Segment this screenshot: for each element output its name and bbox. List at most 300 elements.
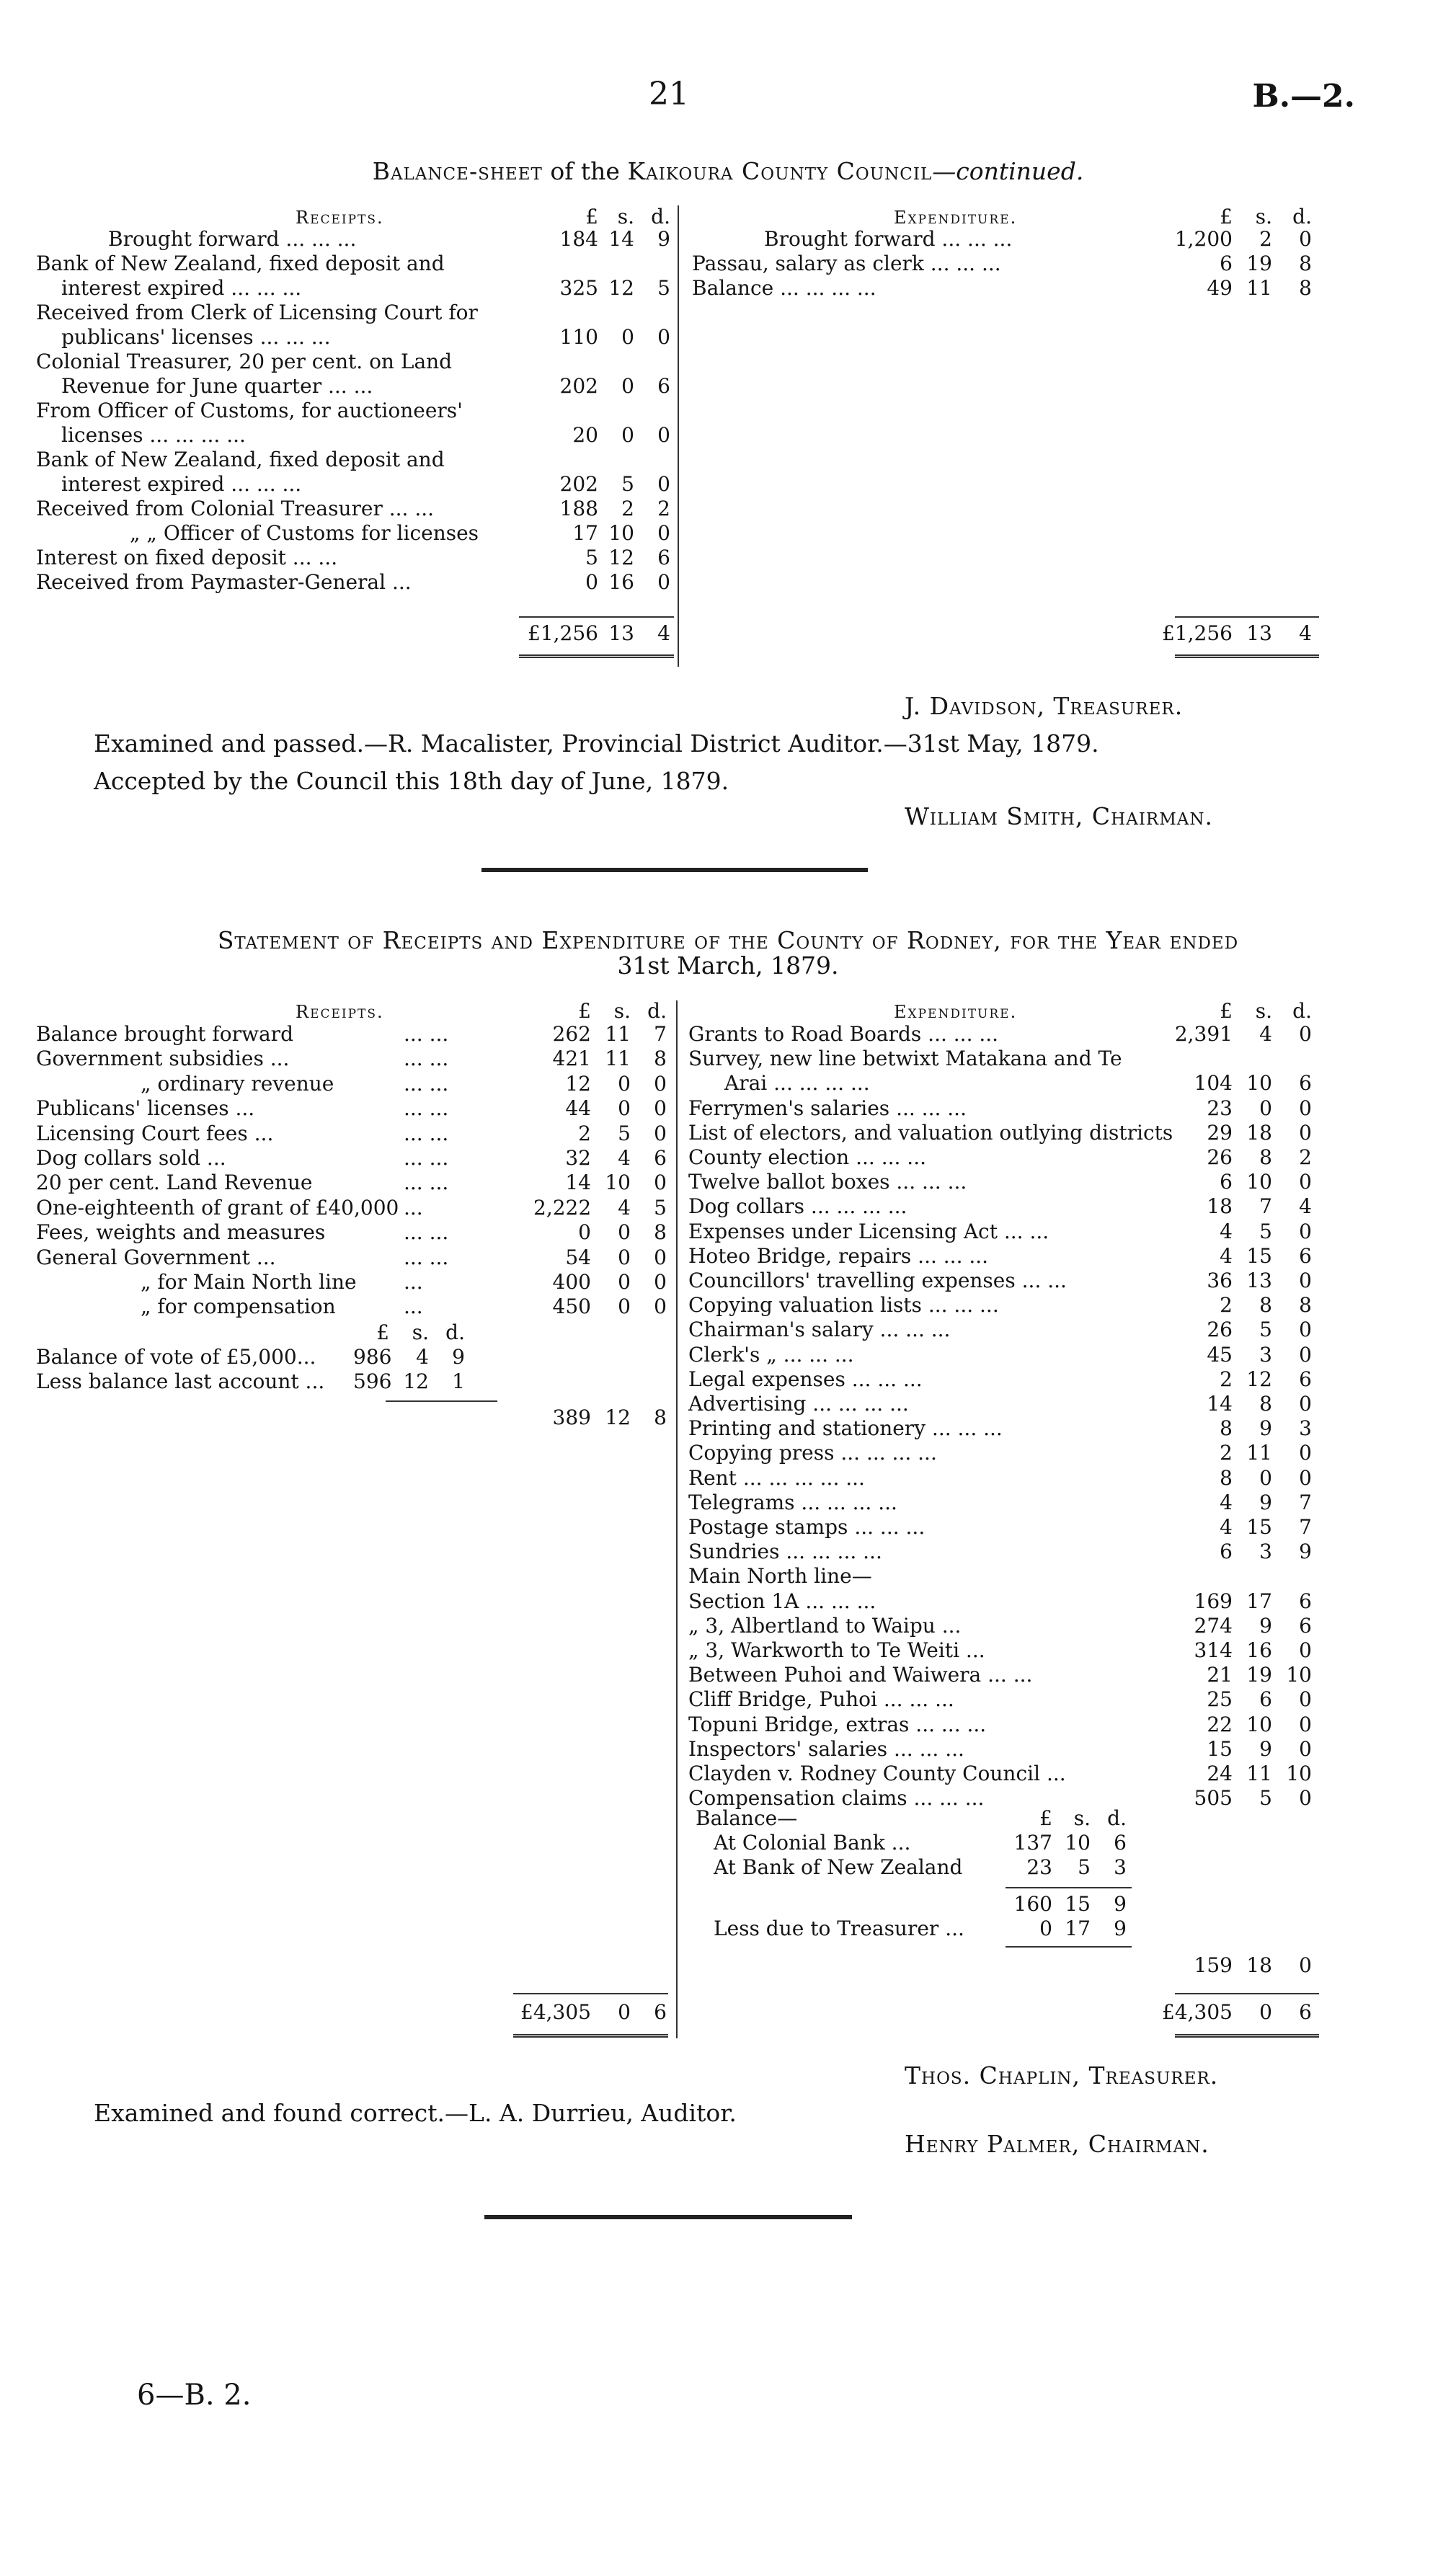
kaikoura-receipt-row-pence: 5	[657, 276, 670, 300]
rodney-vote-row-shillings: 12	[403, 1369, 429, 1393]
kaikoura-receipt-row-pounds: 202	[559, 472, 598, 496]
rodney-expenditure-row-pence: 2	[1299, 1145, 1312, 1169]
rodney-receipt-row-shillings: 4	[618, 1195, 631, 1220]
rodney-expenditure-row-shillings: 10	[1246, 1712, 1272, 1736]
rodney-expenditure-row-shillings: 10	[1246, 1071, 1272, 1096]
rodney-expenditure-row-pence: 0	[1299, 1342, 1312, 1367]
rodney-balance-subtotal-pence: 9	[1114, 1892, 1127, 1916]
kaikoura-receipt-row-label: From Officer of Customs, for auctioneers'	[36, 399, 463, 422]
rodney-expenditure-row-shillings: 0	[1259, 1465, 1272, 1490]
rodney-expenditure-row-label: Sundries ... ... ... ...	[688, 1540, 882, 1564]
rodney-expenditure-row-label: Telegrams ... ... ... ...	[688, 1490, 897, 1514]
kaikoura-expenditure-row-pounds: 1,200	[1174, 227, 1233, 251]
rodney-balance-result-pounds: 159	[1194, 1953, 1233, 1977]
rodney-expenditure-total-rule	[1175, 1993, 1319, 1994]
rodney-receipt-row-shillings: 4	[618, 1146, 631, 1170]
rodney-expenditure-row-label: Compensation claims ... ... ...	[688, 1786, 985, 1811]
kaikoura-expenditure-row-shillings: 19	[1246, 252, 1272, 275]
rodney-receipt-row-label: Licensing Court fees ...	[36, 1121, 274, 1145]
rodney-receipt-row-dots: ... ...	[404, 1022, 449, 1046]
kaikoura-receipts-pound-header: £	[585, 205, 598, 228]
rodney-receipts-header: Receipts.	[296, 1002, 384, 1022]
rodney-expenditure-row-pence: 10	[1286, 1663, 1312, 1687]
kaikoura-receipt-row-shillings: 12	[608, 276, 634, 300]
rodney-balance-subtotal-pounds: 160	[1013, 1892, 1052, 1916]
rodney-expenditure-row-pounds: 26	[1207, 1145, 1233, 1169]
rodney-receipt-row-dots: ... ...	[404, 1096, 449, 1121]
rodney-receipt-row-pounds: 400	[552, 1270, 591, 1294]
kaikoura-receipts-total-pounds: £1,256	[528, 621, 598, 645]
rodney-expenditure-row-pounds: 4	[1220, 1243, 1233, 1268]
kaikoura-receipt-row-pence: 6	[657, 374, 670, 398]
rodney-receipt-row-shillings: 0	[618, 1295, 631, 1319]
rodney-expenditure-row-label: Section 1A ... ... ...	[688, 1589, 876, 1613]
rodney-receipt-row-dots: ... ...	[404, 1047, 449, 1071]
rodney-balance-pence-header: d.	[1107, 1806, 1127, 1830]
rodney-expenditure-row-label: Copying valuation lists ... ... ...	[688, 1293, 999, 1318]
rodney-receipt-row-pounds: 32	[565, 1146, 591, 1170]
rodney-receipt-row-pounds: 44	[565, 1096, 591, 1121]
kaikoura-receipt-row-label: publicans' licenses ... ... ...	[61, 325, 331, 349]
rodney-receipt-row-pounds: 262	[552, 1022, 591, 1046]
kaikoura-expenditure-total-rule	[1175, 616, 1319, 618]
rodney-receipt-row-label: One-eighteenth of grant of £40,000	[36, 1195, 399, 1220]
rodney-expenditure-row-label: Councillors' travelling expenses ... ...	[688, 1269, 1067, 1292]
kaikoura-receipt-row-label: Bank of New Zealand, fixed deposit and	[36, 252, 445, 275]
rodney-receipt-row-pounds: 0	[578, 1220, 591, 1245]
rodney-expenditure-row-label: Legal expenses ... ... ...	[688, 1367, 923, 1391]
rodney-receipt-row-shillings: 11	[605, 1047, 631, 1071]
kaikoura-receipt-row-label: interest expired ... ... ...	[61, 276, 302, 300]
rodney-receipt-row-pounds: 421	[552, 1047, 591, 1071]
rodney-less-due-label: Less due to Treasurer ...	[714, 1917, 964, 1940]
rodney-balance-rule	[1006, 1887, 1132, 1888]
kaikoura-receipt-row-pounds: 202	[559, 374, 598, 398]
kaikoura-receipt-row-pence: 0	[657, 570, 670, 594]
rodney-expenditure-row-label: „ 3, Albertland to Waipu ...	[688, 1613, 962, 1638]
rodney-expenditure-row-pence: 0	[1299, 1022, 1312, 1046]
rodney-receipt-row-pence: 5	[654, 1195, 667, 1220]
rodney-receipt-row-pence: 0	[654, 1121, 667, 1145]
kaikoura-expenditure-row-pounds: 6	[1220, 252, 1233, 275]
section-separator-2	[484, 2215, 852, 2219]
rodney-vote-row-pence: 9	[452, 1345, 465, 1369]
kaikoura-expenditure-row-shillings: 11	[1246, 276, 1272, 300]
rodney-expenditure-row-pounds: 21	[1207, 1663, 1233, 1687]
rodney-less-due-pence: 9	[1114, 1917, 1127, 1940]
kaikoura-title-prefix: Balance-sheet	[372, 157, 543, 185]
rodney-receipt-row-pence: 0	[654, 1270, 667, 1294]
rodney-receipt-row-pence: 0	[654, 1245, 667, 1269]
rodney-expenditure-row-label: Grants to Road Boards ... ... ...	[688, 1022, 999, 1046]
kaikoura-receipts-total-rule	[519, 616, 674, 618]
kaikoura-receipt-row-label: Received from Clerk of Licensing Court for	[36, 301, 478, 324]
rodney-balance-row-label: At Colonial Bank ...	[714, 1831, 911, 1855]
rodney-expenditure-row-pence: 7	[1299, 1490, 1312, 1514]
rodney-expenditure-row-pounds: 4	[1220, 1490, 1233, 1514]
section-separator-1	[481, 868, 868, 872]
rodney-expenditure-row-shillings: 6	[1259, 1687, 1272, 1712]
rodney-expenditure-row-shillings: 5	[1259, 1219, 1272, 1243]
rodney-receipt-row-dots: ...	[404, 1270, 423, 1294]
kaikoura-receipt-row-pence: 2	[657, 497, 670, 520]
rodney-expenditure-row-label: Arai ... ... ... ...	[724, 1071, 870, 1096]
rodney-expenditure-pence-header: d.	[1292, 999, 1312, 1023]
kaikoura-expenditure-total-double-rule	[1175, 654, 1319, 658]
rodney-expenditure-row-pounds: 18	[1207, 1194, 1233, 1219]
kaikoura-receipt-row-shillings: 0	[621, 325, 634, 349]
rodney-expenditure-row-pence: 0	[1299, 1441, 1312, 1465]
rodney-expenditure-row-shillings: 19	[1246, 1663, 1272, 1687]
kaikoura-receipt-row-label: Received from Paymaster-General ...	[36, 570, 412, 594]
kaikoura-receipts-header: Receipts.	[296, 208, 384, 228]
rodney-expenditure-row-pence: 6	[1299, 1613, 1312, 1638]
kaikoura-receipt-row-pounds: 17	[572, 521, 598, 545]
rodney-receipt-row-pounds: 2	[578, 1121, 591, 1145]
kaikoura-receipt-row-label: licenses ... ... ... ...	[61, 423, 246, 447]
rodney-receipt-row-dots: ...	[404, 1195, 423, 1220]
rodney-expenditure-row-pounds: 2	[1220, 1367, 1233, 1391]
rodney-expenditure-row-shillings: 13	[1246, 1269, 1272, 1292]
rodney-expenditure-row-label: Postage stamps ... ... ...	[688, 1515, 925, 1539]
kaikoura-receipt-row-label: Bank of New Zealand, fixed deposit and	[36, 448, 445, 471]
kaikoura-expenditure-row-label: Balance ... ... ... ...	[692, 276, 876, 300]
rodney-expenditure-row-shillings: 11	[1246, 1762, 1272, 1785]
rodney-expenditure-row-label: Copying press ... ... ... ...	[688, 1441, 937, 1465]
rodney-treasurer-signature: Thos. Chaplin, Treasurer.	[905, 2061, 1219, 2090]
rodney-receipt-row-dots: ... ...	[404, 1220, 449, 1245]
rodney-expenditure-row-label: „ 3, Warkworth to Te Weiti ...	[688, 1638, 985, 1662]
rodney-expenditure-row-shillings: 9	[1259, 1736, 1272, 1761]
rodney-expenditure-row-pounds: 24	[1207, 1762, 1233, 1785]
rodney-receipt-row-label: 20 per cent. Land Revenue	[36, 1171, 313, 1195]
rodney-receipt-row-dots: ... ...	[404, 1171, 449, 1195]
rodney-expenditure-row-pounds: 8	[1220, 1465, 1233, 1490]
rodney-receipt-row-dots: ...	[404, 1295, 423, 1319]
rodney-expenditure-row-shillings: 5	[1259, 1318, 1272, 1342]
rodney-receipt-row-pence: 0	[654, 1096, 667, 1121]
kaikoura-expenditure-row-label: Passau, salary as clerk ... ... ...	[692, 252, 1001, 275]
rodney-expenditure-row-pence: 0	[1299, 1096, 1312, 1120]
kaikoura-receipt-row-pence: 9	[657, 227, 670, 251]
rodney-expenditure-row-pounds: 6	[1220, 1170, 1233, 1194]
rodney-expenditure-header: Expenditure.	[894, 1002, 1018, 1022]
kaikoura-receipt-row-shillings: 12	[608, 546, 634, 569]
kaikoura-expenditure-row-label: Brought forward ... ... ...	[764, 227, 1013, 251]
kaikoura-receipt-row-pounds: 5	[585, 546, 598, 569]
rodney-receipt-row-pence: 0	[654, 1171, 667, 1195]
rodney-expenditure-row-shillings: 15	[1246, 1243, 1272, 1268]
rodney-title-line1: Statement of Receipts and Expenditure of the County of Rodney, for the Year ended	[217, 926, 1239, 954]
rodney-receipt-row-shillings: 0	[618, 1245, 631, 1269]
rodney-expenditure-row-pence: 6	[1299, 1243, 1312, 1268]
rodney-receipt-row-pence: 8	[654, 1047, 667, 1071]
rodney-receipt-row-pounds: 14	[565, 1171, 591, 1195]
rodney-vote-shilling-header: s.	[412, 1320, 429, 1344]
rodney-receipt-row-label: „ for compensation	[141, 1295, 336, 1319]
kaikoura-receipt-row-pounds: 184	[559, 227, 598, 251]
kaikoura-receipts-total-shillings: 13	[608, 621, 634, 645]
rodney-receipt-row-shillings: 0	[618, 1096, 631, 1121]
rodney-balance-row-pounds: 23	[1026, 1855, 1052, 1879]
rodney-vote-row-label: Less balance last account ...	[36, 1369, 325, 1393]
rodney-receipt-row-shillings: 0	[618, 1220, 631, 1245]
kaikoura-receipt-row-label: „ „ Officer of Customs for licenses	[130, 521, 479, 545]
rodney-expenditure-row-label: Cliff Bridge, Puhoi ... ... ...	[688, 1687, 954, 1712]
rodney-expenditure-row-label: Ferrymen's salaries ... ... ...	[688, 1096, 967, 1120]
kaikoura-receipts-total-pence: 4	[657, 621, 670, 645]
rodney-expenditure-total-shillings: 0	[1259, 2000, 1272, 2024]
kaikoura-examined-note: Examined and passed.—R. Macalister, Provincial District Auditor.—31st May, 1879.	[94, 729, 1099, 758]
rodney-expenditure-row-shillings: 3	[1259, 1540, 1272, 1564]
rodney-receipt-row-label: Publicans' licenses ...	[36, 1096, 255, 1121]
rodney-expenditure-row-pence: 3	[1299, 1416, 1312, 1441]
kaikoura-expenditure-total-shillings: 13	[1246, 621, 1272, 645]
rodney-expenditure-row-pence: 0	[1299, 1687, 1312, 1712]
rodney-vote-row-pounds: 596	[353, 1369, 392, 1393]
rodney-balance-row-label: At Bank of New Zealand	[714, 1855, 963, 1879]
kaikoura-receipt-row-label: Interest on fixed deposit ... ...	[36, 546, 338, 569]
rodney-balance-row-pence: 6	[1114, 1831, 1127, 1855]
kaikoura-receipt-row-pence: 0	[657, 472, 670, 496]
rodney-expenditure-row-pounds: 314	[1194, 1638, 1233, 1662]
kaikoura-receipt-row-shillings: 14	[608, 227, 634, 251]
rodney-expenditure-row-pence: 0	[1299, 1638, 1312, 1662]
rodney-receipt-row-shillings: 0	[618, 1270, 631, 1294]
rodney-receipt-row-label: Dog collars sold ...	[36, 1146, 226, 1170]
rodney-less-due-rule	[1006, 1946, 1132, 1948]
rodney-expenditure-row-pounds: 4	[1220, 1219, 1233, 1243]
rodney-expenditure-row-pence: 0	[1299, 1736, 1312, 1761]
rodney-expenditure-row-shillings: 8	[1259, 1392, 1272, 1416]
rodney-expenditure-total-double-rule	[1175, 2034, 1319, 2038]
rodney-receipt-row-label: „ for Main North line	[141, 1270, 357, 1294]
rodney-receipts-total-double-rule	[513, 2034, 668, 2038]
rodney-receipt-row-pounds: 12	[565, 1071, 591, 1096]
kaikoura-title	[0, 157, 1456, 185]
rodney-expenditure-row-shillings: 11	[1246, 1441, 1272, 1465]
kaikoura-receipt-row-pence: 0	[657, 325, 670, 349]
rodney-expenditure-row-pounds: 22	[1207, 1712, 1233, 1736]
rodney-expenditure-shilling-header: s.	[1255, 999, 1272, 1023]
rodney-less-due-pounds: 0	[1039, 1917, 1052, 1940]
rodney-expenditure-row-pence: 6	[1299, 1367, 1312, 1391]
kaikoura-accepted-note: Accepted by the Council this 18th day of June, 1879.	[94, 767, 729, 795]
rodney-expenditure-row-pence: 4	[1299, 1194, 1312, 1219]
rodney-receipt-row-pounds: 2,222	[533, 1195, 592, 1220]
rodney-vote-result-pounds: 389	[552, 1406, 591, 1429]
rodney-expenditure-row-pounds: 23	[1207, 1096, 1233, 1120]
rodney-receipt-row-shillings: 0	[618, 1071, 631, 1096]
kaikoura-receipt-row-label: Colonial Treasurer, 20 per cent. on Land	[36, 350, 453, 373]
rodney-expenditure-row-pounds: 104	[1194, 1071, 1233, 1096]
rodney-expenditure-row-label: List of electors, and valuation outlying districts	[688, 1120, 1173, 1145]
kaikoura-receipt-row-pounds: 0	[585, 570, 598, 594]
rodney-less-due-shillings: 17	[1065, 1917, 1091, 1940]
kaikoura-receipt-row-label: Brought forward ... ... ...	[108, 227, 357, 251]
kaikoura-receipts-pence-header: d.	[651, 205, 670, 228]
rodney-expenditure-row-shillings: 5	[1259, 1786, 1272, 1811]
kaikoura-receipt-row-pounds: 325	[559, 276, 598, 300]
kaikoura-expenditure-total-pence: 4	[1299, 621, 1312, 645]
rodney-balance-pound-header: £	[1039, 1806, 1052, 1830]
rodney-receipt-row-pence: 0	[654, 1295, 667, 1319]
kaikoura-receipt-row-shillings: 0	[621, 423, 634, 447]
rodney-expenditure-row-label: Twelve ballot boxes ... ... ...	[688, 1170, 967, 1194]
kaikoura-expenditure-pence-header: d.	[1292, 205, 1312, 228]
rodney-expenditure-row-shillings: 12	[1246, 1367, 1272, 1391]
rodney-expenditure-row-pounds: 29	[1207, 1120, 1233, 1145]
kaikoura-receipts-total-double-rule	[519, 654, 674, 658]
rodney-expenditure-row-pence: 0	[1299, 1392, 1312, 1416]
rodney-expenditure-row-shillings: 10	[1246, 1170, 1272, 1194]
rodney-receipt-row-dots: ... ...	[404, 1146, 449, 1170]
kaikoura-receipt-row-shillings: 16	[608, 570, 634, 594]
kaikoura-receipt-row-pence: 0	[657, 521, 670, 545]
kaikoura-receipt-row-pounds: 110	[559, 325, 598, 349]
rodney-expenditure-row-shillings: 9	[1259, 1416, 1272, 1441]
kaikoura-expenditure-row-shillings: 2	[1259, 227, 1272, 251]
rodney-expenditure-total-pounds: £4,305	[1162, 2000, 1233, 2024]
rodney-vote-pence-header: d.	[445, 1320, 465, 1344]
rodney-expenditure-pound-header: £	[1220, 999, 1233, 1023]
rodney-vote-row-label: Balance of vote of £5,000...	[36, 1345, 316, 1369]
rodney-expenditure-row-pounds: 36	[1207, 1269, 1233, 1292]
rodney-expenditure-row-pence: 6	[1299, 1071, 1312, 1096]
rodney-chairman-signature: Henry Palmer, Chairman.	[905, 2130, 1209, 2158]
rodney-expenditure-row-label: Survey, new line betwixt Matakana and Te	[688, 1047, 1122, 1071]
rodney-vote-result-pence: 8	[654, 1406, 667, 1429]
rodney-receipt-row-label: „ ordinary revenue	[141, 1071, 334, 1096]
rodney-expenditure-row-shillings: 17	[1246, 1589, 1272, 1613]
rodney-expenditure-row-pence: 0	[1299, 1120, 1312, 1145]
rodney-receipt-row-shillings: 10	[605, 1171, 631, 1195]
rodney-balance-row-pence: 3	[1114, 1855, 1127, 1879]
kaikoura-expenditure-row-pence: 0	[1299, 227, 1312, 251]
rodney-balance-result-shillings: 18	[1246, 1953, 1272, 1977]
rodney-expenditure-row-pence: 0	[1299, 1269, 1312, 1292]
rodney-expenditure-row-pence: 6	[1299, 1589, 1312, 1613]
rodney-receipt-row-pence: 7	[654, 1022, 667, 1046]
rodney-expenditure-row-pounds: 2	[1220, 1441, 1233, 1465]
rodney-receipt-row-dots: ... ...	[404, 1245, 449, 1269]
rodney-expenditure-row-shillings: 3	[1259, 1342, 1272, 1367]
rodney-expenditure-row-label: Chairman's salary ... ... ...	[688, 1318, 951, 1342]
rodney-vote-row-pounds: 986	[353, 1345, 392, 1369]
rodney-balance-subtotal-shillings: 15	[1065, 1892, 1091, 1916]
rodney-examined-note: Examined and found correct.—L. A. Durrieu, Auditor.	[94, 2099, 737, 2127]
rodney-expenditure-row-shillings: 16	[1246, 1638, 1272, 1662]
rodney-expenditure-row-pence: 0	[1299, 1170, 1312, 1194]
kaikoura-receipt-row-shillings: 0	[621, 374, 634, 398]
kaikoura-expenditure-pound-header: £	[1220, 205, 1233, 228]
rodney-balance-row-shillings: 5	[1078, 1855, 1091, 1879]
rodney-expenditure-row-pence: 0	[1299, 1219, 1312, 1243]
rodney-expenditure-row-pounds: 15	[1207, 1736, 1233, 1761]
rodney-expenditure-row-label: Inspectors' salaries ... ... ...	[688, 1736, 964, 1761]
rodney-expenditure-row-shillings: 8	[1259, 1293, 1272, 1318]
rodney-expenditure-row-pence: 0	[1299, 1712, 1312, 1736]
rodney-expenditure-row-pounds: 169	[1194, 1589, 1233, 1613]
kaikoura-receipt-row-pence: 0	[657, 423, 670, 447]
rodney-expenditure-row-label: Dog collars ... ... ... ...	[688, 1194, 907, 1219]
rodney-expenditure-row-label: Between Puhoi and Waiwera ... ...	[688, 1663, 1033, 1687]
kaikoura-title-mid: of the	[550, 157, 620, 185]
kaikoura-receipts-shilling-header: s.	[617, 205, 634, 228]
rodney-vote-row-pence: 1	[452, 1369, 465, 1393]
rodney-expenditure-row-pounds: 26	[1207, 1318, 1233, 1342]
rodney-receipt-row-dots: ... ...	[404, 1121, 449, 1145]
rodney-balance-row-pounds: 137	[1013, 1831, 1052, 1855]
rodney-expenditure-row-pence: 0	[1299, 1465, 1312, 1490]
rodney-expenditure-row-pence: 8	[1299, 1293, 1312, 1318]
rodney-expenditure-row-pounds: 274	[1194, 1613, 1233, 1638]
rodney-expenditure-row-pence: 0	[1299, 1318, 1312, 1342]
rodney-vote-rule	[386, 1400, 497, 1402]
rodney-expenditure-row-pounds: 4	[1220, 1515, 1233, 1539]
kaikoura-receipt-row-shillings: 5	[621, 472, 634, 496]
rodney-receipt-row-label: General Government ...	[36, 1245, 276, 1269]
kaikoura-expenditure-row-pence: 8	[1299, 276, 1312, 300]
kaikoura-receipt-row-label: interest expired ... ... ...	[61, 472, 302, 496]
kaikoura-receipt-row-label: Received from Colonial Treasurer ... ...	[36, 497, 435, 520]
kaikoura-column-divider	[678, 205, 679, 667]
rodney-vote-row-shillings: 4	[416, 1345, 429, 1369]
rodney-expenditure-row-label: Expenses under Licensing Act ... ...	[688, 1219, 1049, 1243]
kaikoura-title-name: Kaikoura County Council	[627, 157, 933, 185]
rodney-expenditure-row-label: Advertising ... ... ... ...	[688, 1392, 909, 1416]
rodney-receipts-total-pence: 6	[654, 2000, 667, 2024]
rodney-expenditure-row-pounds: 45	[1207, 1342, 1233, 1367]
rodney-vote-result-shillings: 12	[605, 1406, 631, 1429]
kaikoura-title-suffix: —continued.	[932, 157, 1084, 185]
rodney-expenditure-row-shillings: 9	[1259, 1490, 1272, 1514]
rodney-receipts-pence-header: d.	[647, 999, 667, 1023]
kaikoura-receipt-row-shillings: 10	[608, 521, 634, 545]
rodney-expenditure-row-pounds: 2	[1220, 1293, 1233, 1318]
rodney-title-line2: 31st March, 1879.	[617, 951, 839, 980]
rodney-expenditure-row-pence: 7	[1299, 1515, 1312, 1539]
rodney-receipt-row-dots: ... ...	[404, 1071, 449, 1096]
rodney-expenditure-row-shillings: 4	[1259, 1022, 1272, 1046]
rodney-receipt-row-pence: 0	[654, 1071, 667, 1096]
kaikoura-receipt-row-pence: 6	[657, 546, 670, 569]
rodney-receipt-row-label: Fees, weights and measures	[36, 1220, 326, 1245]
rodney-expenditure-row-pounds: 14	[1207, 1392, 1233, 1416]
kaikoura-expenditure-row-pounds: 49	[1207, 276, 1233, 300]
rodney-expenditure-row-label: Rent ... ... ... ... ...	[688, 1465, 865, 1490]
rodney-balance-result-pence: 0	[1299, 1953, 1312, 1977]
rodney-expenditure-row-label: Hoteo Bridge, repairs ... ... ...	[688, 1243, 989, 1268]
kaikoura-expenditure-row-pence: 8	[1299, 252, 1312, 275]
rodney-balance-shilling-header: s.	[1073, 1806, 1091, 1830]
rodney-receipts-total-rule	[513, 1993, 668, 1994]
rodney-receipts-shilling-header: s.	[613, 999, 631, 1023]
rodney-expenditure-row-pounds: 25	[1207, 1687, 1233, 1712]
kaikoura-chairman-signature: William Smith, Chairman.	[905, 802, 1214, 830]
rodney-column-divider	[676, 1000, 678, 2038]
kaikoura-expenditure-total-pounds: £1,256	[1162, 621, 1233, 645]
kaikoura-expenditure-shilling-header: s.	[1255, 205, 1272, 228]
rodney-expenditure-row-label: County election ... ... ...	[688, 1145, 926, 1169]
page-number: 21	[649, 76, 689, 112]
rodney-receipt-row-label: Balance brought forward	[36, 1022, 293, 1046]
rodney-expenditure-row-shillings: 18	[1246, 1120, 1272, 1145]
rodney-receipts-total-pounds: £4,305	[520, 2000, 591, 2024]
kaikoura-receipt-row-label: Revenue for June quarter ... ...	[61, 374, 373, 398]
kaikoura-receipt-row-pounds: 188	[559, 497, 598, 520]
rodney-expenditure-row-label: Clerk's „ ... ... ...	[688, 1342, 854, 1367]
